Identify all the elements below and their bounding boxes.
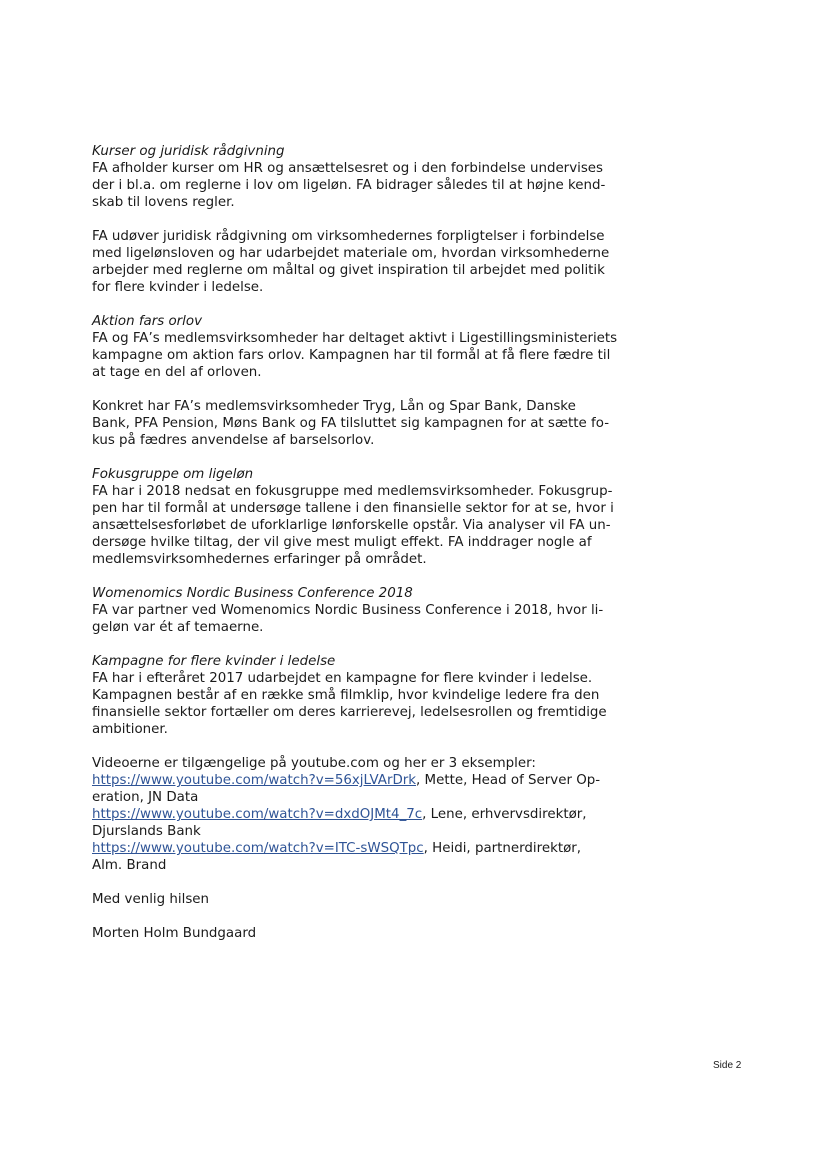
section-heading: Kampagne for flere kvinder i ledelse — [92, 654, 336, 669]
text-line: med ligelønsloven og har udarbejdet materiale om, hvordan virksomhederne — [92, 246, 610, 261]
video-item — [92, 806, 652, 823]
text-line: Kampagnen består af en række små filmklip, hvor kvindelige ledere fra den — [92, 688, 600, 703]
text-line: Bank, PFA Pension, Møns Bank og FA tilsluttet sig kampagnen for at sætte fo- — [92, 416, 610, 431]
video-description: , Heidi, partnerdirektør, — [423, 841, 582, 856]
text-line: ambitioner. — [92, 722, 168, 737]
video-description-cont: Djurslands Bank — [92, 824, 201, 839]
text-line: geløn var ét af temaerne. — [92, 620, 264, 635]
page-number: Side 2 — [713, 1060, 742, 1071]
paragraph — [92, 670, 652, 738]
section-kampagne — [92, 653, 652, 738]
section-womenomics — [92, 585, 652, 636]
section-aktion-fars-orlov — [92, 313, 652, 449]
video-description-cont: eration, JN Data — [92, 790, 199, 805]
text-line: for flere kvinder i ledelse. — [92, 280, 264, 295]
text-line: ansættelsesforløbet de uforklarlige lønforskelle opstår. Via analyser vil FA un- — [92, 518, 611, 533]
section-heading: Aktion fars orlov — [92, 314, 203, 329]
youtube-link[interactable]: https://www.youtube.com/watch?v=ITC-sWSQTpc — [92, 841, 424, 856]
youtube-link[interactable]: https://www.youtube.com/watch?v=dxdOJMt4_7c — [92, 807, 423, 822]
paragraph — [92, 483, 652, 568]
closing-greeting: Med venlig hilsen — [92, 892, 210, 907]
text-line: medlemsvirksomhedernes erfaringer på området. — [92, 552, 427, 567]
paragraph — [92, 160, 652, 211]
paragraph — [92, 398, 652, 449]
text-line: kus på fædres anvendelse af barselsorlov. — [92, 433, 375, 448]
text-line: Konkret har FA’s medlemsvirksomheder Tryg, Lån og Spar Bank, Danske — [92, 399, 576, 414]
text-line: FA har i 2018 nedsat en fokusgruppe med medlemsvirksomheder. Fokusgrup- — [92, 484, 613, 499]
video-item — [92, 772, 652, 789]
text-line: kampagne om aktion fars orlov. Kampagnen har til formål at få flere fædre til — [92, 348, 611, 363]
video-intro: Videoerne er tilgængelige på youtube.com og her er 3 eksempler: — [92, 756, 536, 771]
signature: Morten Holm Bundgaard — [92, 926, 257, 941]
video-list — [92, 755, 652, 874]
section-fokusgruppe — [92, 466, 652, 568]
video-item — [92, 840, 652, 857]
text-line: at tage en del af orloven. — [92, 365, 262, 380]
text-line: FA afholder kurser om HR og ansættelsesret og i den forbindelse undervises — [92, 161, 604, 176]
section-heading: Womenomics Nordic Business Conference 2018 — [92, 586, 413, 601]
text-line: der i bl.a. om reglerne i lov om ligeløn. FA bidrager således til at højne kend- — [92, 178, 606, 193]
text-line: dersøge hvilke tiltag, der vil give mest muligt effekt. FA inddrager nogle af — [92, 535, 592, 550]
video-description: , Lene, erhvervsdirektør, — [422, 807, 587, 822]
section-heading: Fokusgruppe om ligeløn — [92, 467, 254, 482]
text-line: FA og FA’s medlemsvirksomheder har deltaget aktivt i Ligestillingsministeriets — [92, 331, 618, 346]
text-line: FA udøver juridisk rådgivning om virksomhedernes forpligtelser i forbindelse — [92, 229, 605, 244]
text-line: FA har i efteråret 2017 udarbejdet en kampagne for flere kvinder i ledelse. — [92, 671, 593, 686]
paragraph — [92, 330, 652, 381]
video-description: , Mette, Head of Server Op- — [416, 773, 601, 788]
text-line: FA var partner ved Womenomics Nordic Business Conference i 2018, hvor li- — [92, 603, 604, 618]
letter-body — [92, 143, 652, 959]
text-line: finansielle sektor fortæller om deres karrierevej, ledelsesrollen og fremtidige — [92, 705, 607, 720]
paragraph — [92, 602, 652, 636]
text-line: skab til lovens regler. — [92, 195, 235, 210]
section-heading: Kurser og juridisk rådgivning — [92, 144, 285, 159]
youtube-link[interactable]: https://www.youtube.com/watch?v=56xjLVArDrk — [92, 773, 417, 788]
text-line: arbejder med reglerne om måltal og givet inspiration til arbejdet med politik — [92, 263, 605, 278]
section-kurser — [92, 143, 652, 296]
video-description-cont: Alm. Brand — [92, 858, 167, 873]
paragraph — [92, 228, 652, 296]
text-line: pen har til formål at undersøge tallene i den finansielle sektor for at se, hvor i — [92, 501, 614, 516]
